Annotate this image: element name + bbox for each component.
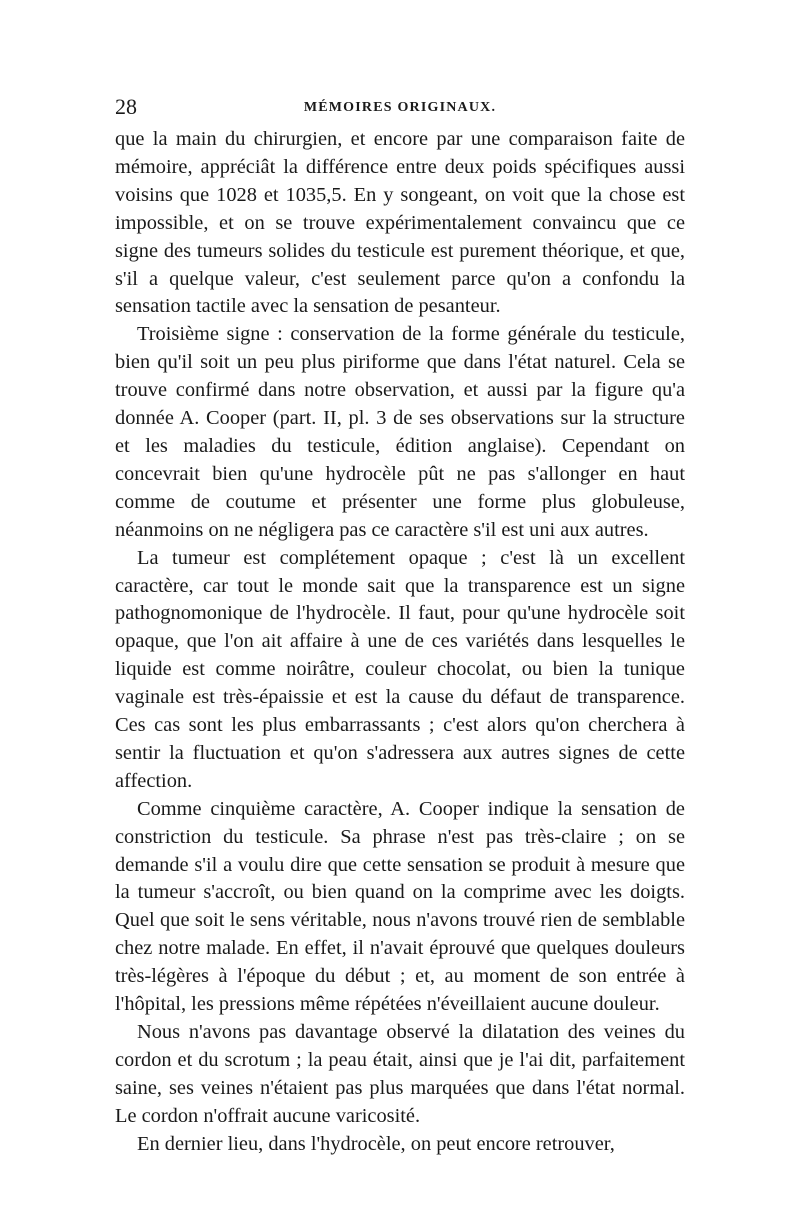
paragraph-continued: que la main du chirurgien, et encore par une comparaison faite de mémoire, appréciât la différence entre deux poids spécifiques aussi voisins que 1028 et 1035,5. En y songeant, on voit que la chose est impossible, et on se trouve expérimentalement convaincu que ce signe des tumeurs solides du testicule est purement théorique, et que, s'il a quelque valeur, c'est seulement parce qu'on a confondu la sensation tactile avec la sensation de pesanteur. [115,128,685,318]
page-header [115,96,685,124]
paragraph-fifth-character: Comme cinquième caractère, A. Cooper indique la sensation de constriction du testicule. Sa phrase n'est pas très-claire ; on se demande s'il a voulu dire que cette sensation se produit à mesure que la tumeur s'accroît, ou bien quand on la comprime avec les doigts. Quel que soit le sens véritable, nous n'avons trouvé rien de semblable chez notre malade. En effet, il n'avait éprouvé que quelques douleurs très-légères à l'époque du début ; et, au moment de son entrée à l'hôpital, les pressions même répétées n'éveillaient aucune douleur. [115,797,685,1016]
page-number: 28 [115,94,137,119]
book-page [115,96,685,1159]
body-text [115,126,685,1159]
paragraph-veins: Nous n'avons pas davantage observé la dilatation des veines du cordon et du scrotum ; la peau était, ainsi que je l'ai dit, parfaitement saine, ses veines n'étaient pas plus marquées que dans l'état normal. Le cordon n'offrait aucune varicosité. [115,1021,685,1127]
running-head: MÉMOIRES ORIGINAUX. [303,100,497,115]
paragraph-opacity: La tumeur est complétement opaque ; c'est là un excellent caractère, car tout le monde sait que la transparence est un signe pathognomonique de l'hydrocèle. Il faut, pour qu'une hydrocèle soit opaque, que l'on ait affaire à une de ces variétés dans lesquelles le liquide est comme noirâtre, couleur chocolat, ou bien la tunique vaginale est très-épaissie et est la cause du défaut de transparence. Ces cas sont les plus embarrassants ; c'est alors qu'on cherchera à sentir la fluctuation et qu'on s'adressera aux autres signes de cette affection. [115,546,685,792]
paragraph-third-sign: Troisième signe : conservation de la forme générale du testicule, bien qu'il soit un peu plus piriforme que dans l'état naturel. Cela se trouve confirmé dans notre observation, et aussi par la figure qu'a donnée A. Cooper (part. II, pl. 3 de ses observations sur la structure et les maladies du testicule, édition anglaise). Cependant on concevrait bien qu'une hydrocèle pût ne pas s'allonger en haut comme de coutume et présenter une forme plus globuleuse, néanmoins on ne négligera pas ce caractère s'il est uni aux autres. [115,323,685,541]
paragraph-last-point: En dernier lieu, dans l'hydrocèle, on peut encore retrouver, [137,1132,615,1155]
